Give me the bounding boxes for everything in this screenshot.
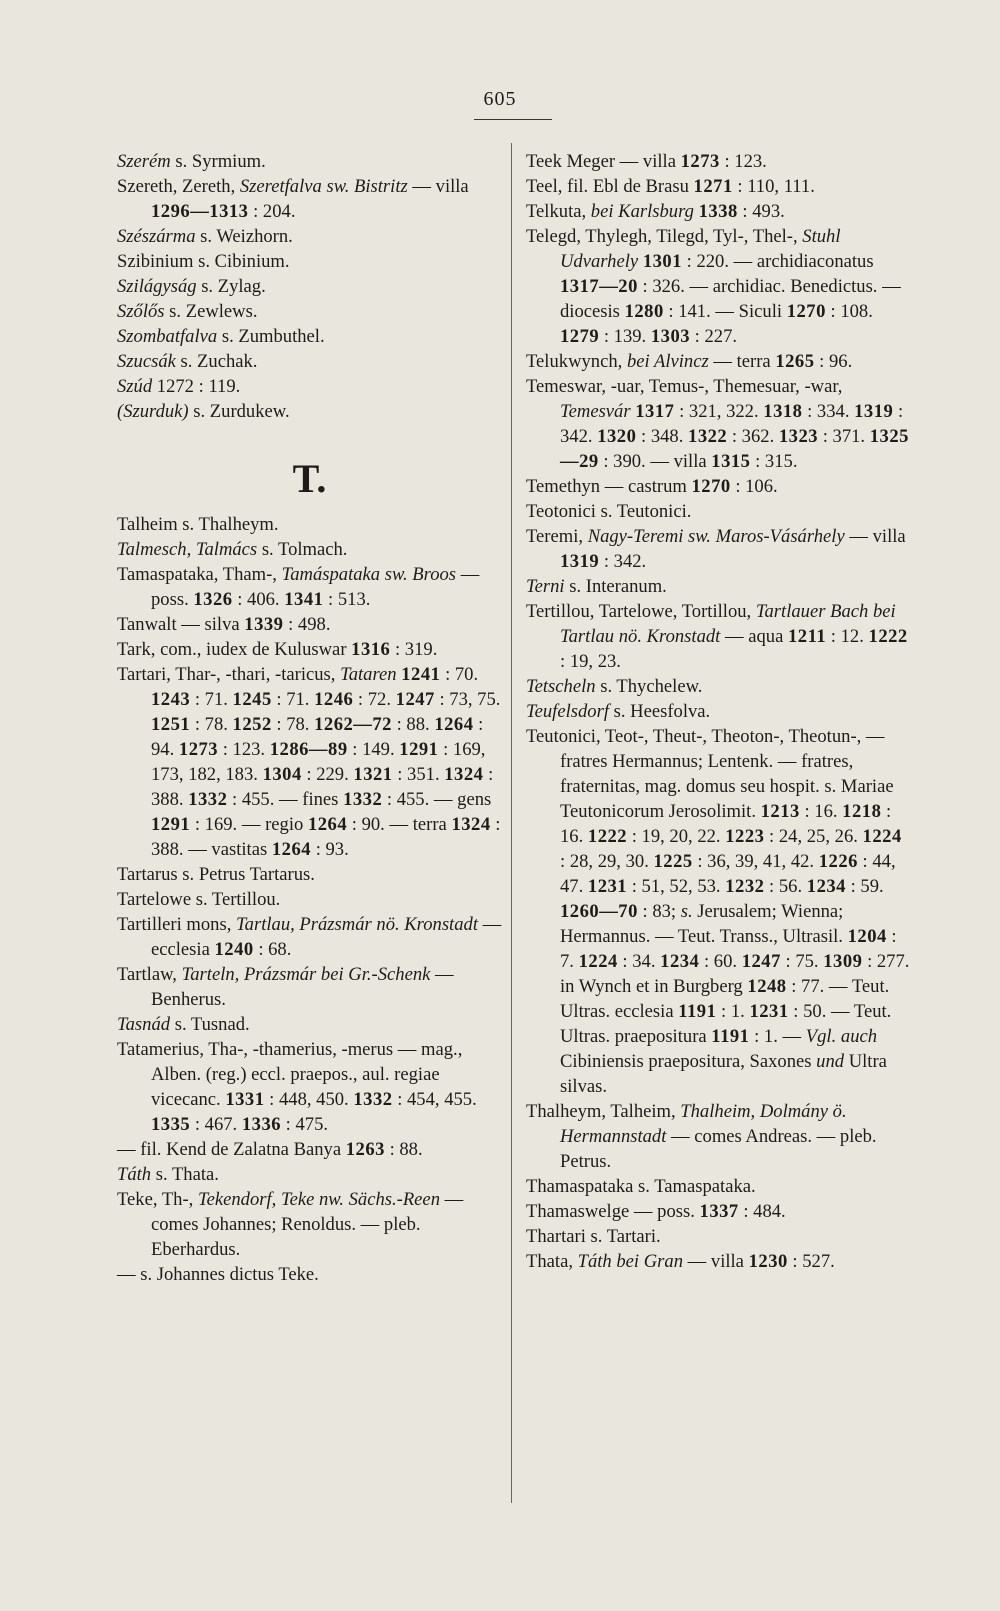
- index-entry: Teotonici s. Teutonici.: [526, 501, 692, 522]
- index-entry: Thamaswelge — poss. 1337 : 484.: [526, 1201, 786, 1222]
- index-entry: Teremi, Nagy-Teremi sw. Maros-Vásárhely — villa 1319 : 342.: [526, 526, 906, 572]
- section-letter-heading: T.: [292, 456, 327, 501]
- index-entry: Tertillou, Tartelowe, Tortillou, Tartlauer Bach bei Tartlau nö. Kronstadt — aqua 1211 : 12. 1222 : 19, 23.: [526, 601, 908, 672]
- index-entry: Temethyn — castrum 1270 : 106.: [526, 476, 778, 497]
- index-entry: Tasnád s. Tusnad.: [117, 1014, 250, 1035]
- index-entry: Tartilleri mons, Tartlau, Prázsmár nö. Kronstadt — ecclesia 1240 : 68.: [117, 914, 502, 960]
- index-entry: Tartlaw, Tarteln, Prázsmár bei Gr.-Schenk — Benherus.: [117, 964, 454, 1010]
- index-entry: Szereth, Zereth, Szeretfalva sw. Bistritz — villa 1296—1313 : 204.: [117, 176, 469, 222]
- page-number: 605: [483, 88, 517, 110]
- index-entry: Teutonici, Teot-, Theut-, Theoton-, Theotun-, — fratres Hermannus; Lentenk. — fratres, fraternitas, mag. domus seu hospit. s. Mariae Teutonicorum Jerosolimit. 1213 : 16. 1218 : 16. 1222 : 19, 20, 22. 1223 : 24, 25, 26. 1224 : 28, 29, 30. 1225 : 36, 39, 41, 42. 1226 : 44, 47. 1231 : 51, 52, 53. 1232 : 56. 1234 : 59. 1260—70 : 83; s. Jerusalem; Wienna; Hermannus. — Teut. Transs., Ultrasil. 1204 : 7. 1224 : 34. 1234 : 60. 1247 : 75. 1309 : 277. in Wynch et in Burgberg 1248 : 77. — Teut. Ultras. ecclesia 1191 : 1. 1231 : 50. — Teut. Ultras. praepositura 1191 : 1. — Vgl. auch Cibiniensis praepositura, Saxones und Ultra silvas.: [526, 726, 910, 1097]
- right-column: [526, 149, 910, 1274]
- index-entry: Tark, com., iudex de Kuluswar 1316 : 319.: [117, 639, 438, 660]
- index-entry: Tartelowe s. Tertillou.: [117, 889, 281, 910]
- index-entry: Szészárma s. Weizhorn.: [117, 226, 293, 247]
- index-entry: Temeswar, -uar, Temus-, Themesuar, -war, Temesvár 1317 : 321, 322. 1318 : 334. 1319 : 342. 1320 : 348. 1322 : 362. 1323 : 371. 1325—29 : 390. — villa 1315 : 315.: [526, 376, 909, 472]
- index-entry: Teufelsdorf s. Heesfolva.: [526, 701, 711, 722]
- index-entry: — fil. Kend de Zalatna Banya 1263 : 88.: [117, 1139, 423, 1160]
- index-entry: (Szurduk) s. Zurdukew.: [117, 401, 290, 422]
- index-entry: Tetscheln s. Thychelew.: [526, 676, 703, 697]
- index-entry: Tatamerius, Tha-, -thamerius, -merus — mag., Alben. (reg.) eccl. praepos., aul. regiae vicecanc. 1331 : 448, 450. 1332 : 454, 455. 1335 : 467. 1336 : 475.: [117, 1039, 477, 1135]
- index-entry: Teek Meger — villa 1273 : 123.: [526, 151, 767, 172]
- index-entry: Thata, Táth bei Gran — villa 1230 : 527.: [526, 1251, 835, 1272]
- index-entry: Táth s. Thata.: [117, 1164, 219, 1185]
- index-entry: Teke, Th-, Tekendorf, Teke nw. Sächs.-Reen — comes Johannes; Renoldus. — pleb. Eberhardus.: [117, 1189, 464, 1260]
- index-entry: — s. Johannes dictus Teke.: [117, 1264, 319, 1285]
- index-entry: Telegd, Thylegh, Tilegd, Tyl-, Thel-, Stuhl Udvarhely 1301 : 220. — archidiaconatus 1317—20 : 326. — archidiac. Benedictus. — diocesis 1280 : 141. — Siculi 1270 : 108. 1279 : 139. 1303 : 227.: [526, 226, 901, 347]
- index-entry: Thartari s. Tartari.: [526, 1226, 661, 1247]
- index-entry: Telkuta, bei Karlsburg 1338 : 493.: [526, 201, 785, 222]
- index-entry: Tartarus s. Petrus Tartarus.: [117, 864, 315, 885]
- index-entry: Tartari, Thar-, -thari, -taricus, Tataren 1241 : 70. 1243 : 71. 1245 : 71. 1246 : 72. 1247 : 73, 75. 1251 : 78. 1252 : 78. 1262—72 : 88. 1264 : 94. 1273 : 123. 1286—89 : 149. 1291 : 169, 173, 182, 183. 1304 : 229. 1321 : 351. 1324 : 388. 1332 : 455. — fines 1332 : 455. — gens 1291 : 169. — regio 1264 : 90. — terra 1324 : 388. — vastitas 1264 : 93.: [117, 664, 501, 860]
- left-column: [117, 149, 502, 1287]
- index-entry: Tanwalt — silva 1339 : 498.: [117, 614, 331, 635]
- index-entry: Talmesch, Talmács s. Tolmach.: [117, 539, 348, 560]
- index-entry: Szerém s. Syrmium.: [117, 151, 266, 172]
- index-entry: Szúd 1272 : 119.: [117, 376, 241, 397]
- index-entry: Szucsák s. Zuchak.: [117, 351, 258, 372]
- index-entry: Talheim s. Thalheym.: [117, 514, 279, 535]
- index-entry: Thamaspataka s. Tamaspataka.: [526, 1176, 756, 1197]
- index-entry: Tamaspataka, Tham-, Tamáspataka sw. Broos — poss. 1326 : 406. 1341 : 513.: [117, 564, 480, 610]
- index-entry: Szőlős s. Zewlews.: [117, 301, 258, 322]
- index-entry: Teel, fil. Ebl de Brasu 1271 : 110, 111.: [526, 176, 815, 197]
- index-entry: Szibinium s. Cibinium.: [117, 251, 290, 272]
- index-entry: Telukwynch, bei Alvincz — terra 1265 : 96.: [526, 351, 853, 372]
- index-entry: Szombatfalva s. Zumbuthel.: [117, 326, 325, 347]
- header-rule: [474, 119, 552, 120]
- index-entry: Terni s. Interanum.: [526, 576, 667, 597]
- index-entry: Szilágyság s. Zylag.: [117, 276, 266, 297]
- index-entry: Thalheym, Talheim, Thalheim, Dolmány ö. Hermannstadt — comes Andreas. — pleb. Petrus.: [526, 1101, 877, 1172]
- column-divider: [511, 143, 512, 1503]
